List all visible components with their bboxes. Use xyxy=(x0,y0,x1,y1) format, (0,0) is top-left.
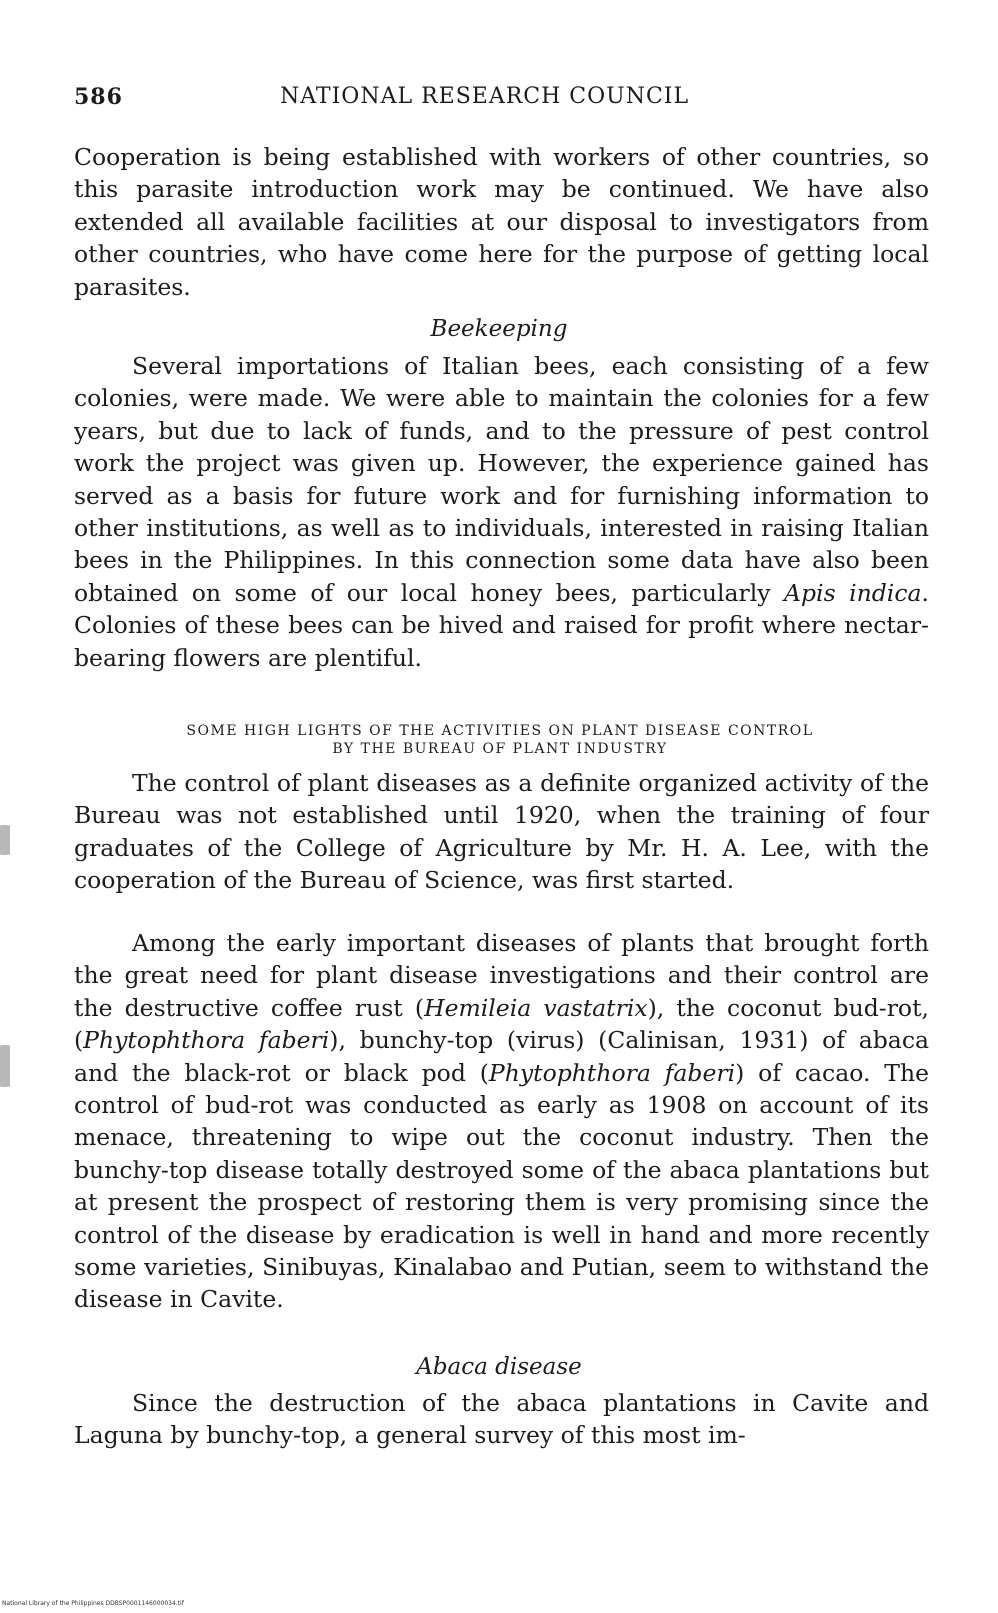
diseases-text-2: ), the coconut bud-rot, ( xyxy=(74,993,929,1055)
species-name: Hemileia vastatrix xyxy=(424,993,648,1022)
plant-disease-paragraph-2 xyxy=(74,927,929,1316)
abaca-paragraph xyxy=(74,1387,929,1452)
beekeeping-text-1: Several importations of Italian bees, each consisting of a few colonies, were made. We were able to maintain the colonies for a few years, but due to lack of funds, and to the pressure of pest control work the project was given up. However, the experience gained has served as a basis for future work and for furnishing information to other institutions, as well as to individuals, interested in raising Italian bees in the Philippines. In this connection some data have also been obtained on some of our local honey bees, particularly xyxy=(74,352,929,607)
diseases-text-1: Among the early important diseases of plants that brought forth the great need for plant disease investigations and their control are the destructive coffee rust ( xyxy=(74,929,929,1022)
intro-paragraph xyxy=(74,141,929,303)
section-heading xyxy=(70,722,930,758)
diseases-text-4: ) of cacao. The control of bud-rot was conducted as early as 1908 on account of its menace, threatening to wipe out the coconut industry. Then the bunchy-top disease totally destroyed some of the abaca plantations but at present the prospect of restoring them is very promising since the control of the disease by eradication is well in hand and more recently some varieties, Sinibuyas, Kinalabao and Putian, seem to withstand the disease in Cavite. xyxy=(74,1058,929,1314)
beekeeping-text-2: . Colonies of these bees can be hived and raised for profit where nectar-bearing flowers are plentiful. xyxy=(74,578,929,672)
section-heading-line-2: BY THE BUREAU OF PLANT INDUSTRY xyxy=(332,741,668,757)
diseases-text-3: ), bunchy-top (virus) (Calinisan, 1931) of abaca and the black-rot or black pod ( xyxy=(74,1026,929,1087)
section-heading-line-1: SOME HIGH LIGHTS OF THE ACTIVITIES ON PLANT DISEASE CONTROL xyxy=(186,723,814,739)
scan-margin-mark xyxy=(0,1045,10,1087)
beekeeping-paragraph xyxy=(74,350,929,674)
beekeeping-heading: Beekeeping xyxy=(430,316,568,342)
species-name: Phytophthora faberi xyxy=(488,1058,736,1087)
scan-footer: National Library of the Philippines DDBSP0001146000034.tif xyxy=(2,1600,184,1607)
plant-disease-paragraph-1 xyxy=(74,767,929,897)
scan-margin-mark xyxy=(0,825,10,855)
page-number: 586 xyxy=(74,84,123,110)
running-title: NATIONAL RESEARCH COUNCIL xyxy=(280,84,690,109)
species-name: Apis indica xyxy=(784,578,922,607)
plant-disease-text-1: The control of plant diseases as a definite organized activity of the Bureau was not established until 1920, when the training of four graduates of the College of Agriculture by Mr. H. A. Lee, with the cooperation of the Bureau of Science, was first started. xyxy=(74,769,929,895)
abaca-disease-heading: Abaca disease xyxy=(416,1354,582,1380)
abaca-text: Since the destruction of the abaca plantations in Cavite and Laguna by bunchy-top, a general survey of this most im- xyxy=(74,1389,929,1450)
species-name: Phytophthora faberi xyxy=(83,1026,330,1055)
intro-text: Cooperation is being established with workers of other countries, so this parasite introduction work may be continued. We have also extended all available facilities at our disposal to investigators from other countries, who have come here for the purpose of getting local parasites. xyxy=(74,143,929,301)
